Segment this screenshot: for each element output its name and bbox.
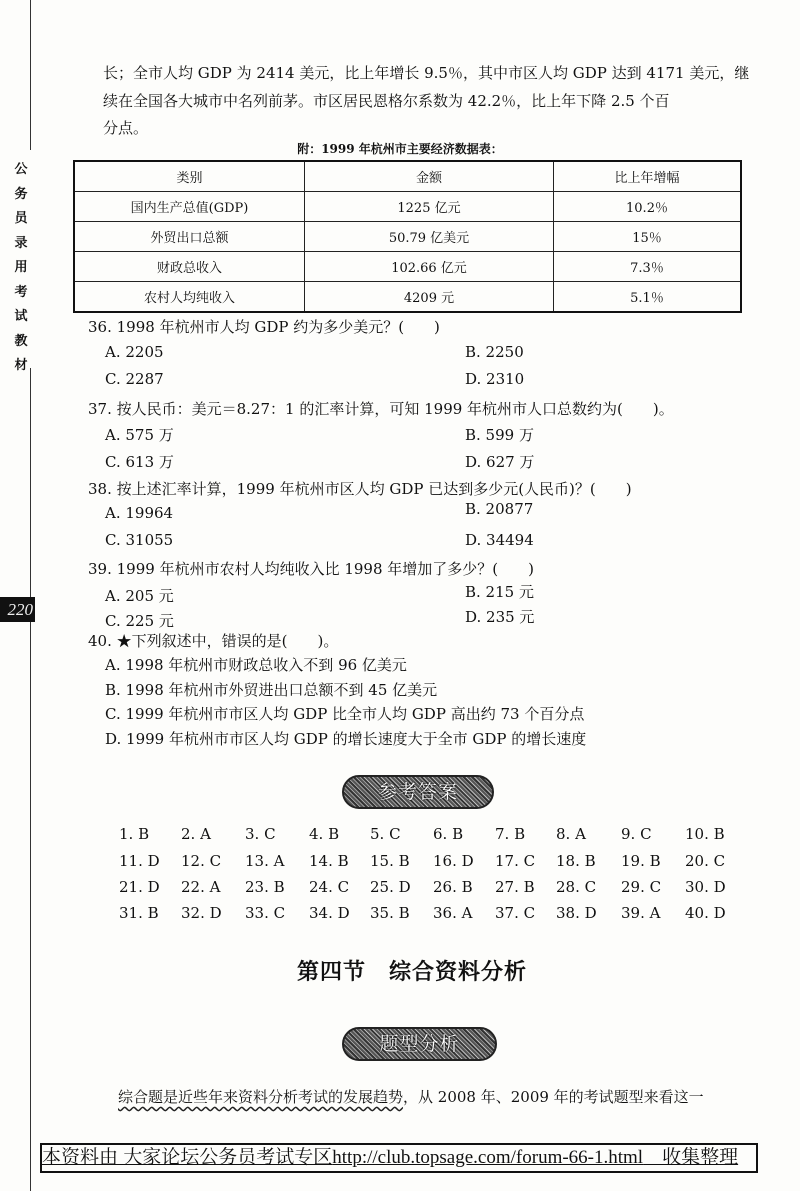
option: B. 599 万 [465, 426, 534, 444]
section-heading: 第四节 综合资料分析 [297, 959, 528, 985]
table-row [74, 252, 741, 282]
option: D. 34494 [465, 531, 534, 549]
table-header-row [74, 161, 741, 192]
answer-item: 18. B [556, 852, 596, 870]
answer-item: 28. C [556, 878, 597, 896]
option: D. 627 万 [465, 453, 535, 471]
answer-item: 39. A [621, 904, 661, 922]
table-row [74, 222, 741, 252]
answer-item: 21. D [119, 878, 160, 896]
cell: 102.66 亿元 [305, 252, 554, 282]
answer-item: 14. B [309, 852, 349, 870]
answer-item: 2. A [181, 825, 211, 843]
answer-item: 40. D [685, 904, 726, 922]
answer-item: 29. C [621, 878, 662, 896]
option: A. 205 元 [105, 587, 174, 605]
question-39: 39. 1999 年杭州市农村人均纯收入比 1998 年增加了多少？( ) [88, 560, 534, 578]
answer-item: 31. B [119, 904, 159, 922]
header-growth: 比上年增幅 [554, 161, 742, 192]
answer-item: 4. B [309, 825, 340, 843]
header-amount: 金额 [305, 161, 554, 192]
answer-item: 1. B [119, 825, 150, 843]
answer-item: 7. B [495, 825, 526, 843]
answer-item: 13. A [245, 852, 285, 870]
answer-item: 36. A [433, 904, 473, 922]
table-row [74, 192, 741, 222]
analysis-badge: 题型分析 [342, 1027, 497, 1061]
source-banner [40, 1143, 758, 1173]
answer-item: 27. B [495, 878, 535, 896]
paragraph-text: ，从 2008 年、2009 年的考试题型来看这一 [403, 1088, 704, 1106]
question-37: 37. 按人民币：美元＝8.27：1 的汇率计算，可知 1999 年杭州市人口总数约为( )。 [88, 400, 674, 418]
banner-suffix: 收集整理 [643, 1147, 739, 1168]
answer-item: 33. C [245, 904, 286, 922]
answer-item: 34. D [309, 904, 350, 922]
option: C. 31055 [105, 531, 174, 549]
answer-item: 5. C [370, 825, 401, 843]
answer-item: 9. C [621, 825, 652, 843]
option: A. 575 万 [105, 426, 174, 444]
cell: 农村人均纯收入 [74, 282, 305, 313]
margin-rule-bottom [30, 368, 31, 1191]
table-row [74, 282, 741, 313]
cell: 1225 亿元 [305, 192, 554, 222]
question-38: 38. 按上述汇率计算，1999 年杭州市区人均 GDP 已达到多少元(人民币)？( ) [88, 480, 632, 498]
option: C. 225 元 [105, 612, 174, 630]
answer-item: 37. C [495, 904, 536, 922]
answer-item: 23. B [245, 878, 285, 896]
answer-item: 17. C [495, 852, 536, 870]
intro-line-1: 长；全市人均 GDP 为 2414 美元，比上年增长 9.5％，其中市区人均 GDP 达到 4171 美元，继 [103, 64, 750, 82]
header-category: 类别 [74, 161, 305, 192]
answer-item: 22. A [181, 878, 221, 896]
cell: 50.79 亿美元 [305, 222, 554, 252]
option: B. 215 元 [465, 583, 534, 601]
option: B. 20877 [465, 500, 534, 518]
option: A. 2205 [105, 343, 164, 361]
cell: 15％ [554, 222, 742, 252]
intro-line-2: 续在全国各大城市中名列前茅。市区居民恩格尔系数为 42.2％，比上年下降 2.5 个百 [103, 92, 670, 110]
cell: 外贸出口总额 [74, 222, 305, 252]
option: B. 2250 [465, 343, 524, 361]
cell: 国内生产总值(GDP) [74, 192, 305, 222]
cell: 5.1％ [554, 282, 742, 313]
cell: 财政总收入 [74, 252, 305, 282]
answer-item: 20. C [685, 852, 726, 870]
answers-badge: 参考答案 [342, 775, 494, 809]
answer-item: 16. D [433, 852, 474, 870]
side-book-title: 公务员录用考试教材 [14, 162, 28, 373]
page-number-tab: 220 [0, 597, 35, 622]
cell: 7.3％ [554, 252, 742, 282]
banner-prefix: 本资料由 大家论坛公务员考试专区 [42, 1147, 333, 1168]
answer-item: 35. B [370, 904, 410, 922]
option: C. 613 万 [105, 453, 174, 471]
emphasized-text: 综合题是近些年来资料分析考试的发展趋势 [118, 1088, 404, 1106]
option: A. 1998 年杭州市财政总收入不到 96 亿美元 [105, 656, 407, 674]
analysis-paragraph [118, 1086, 704, 1107]
option: D. 1999 年杭州市市区人均 GDP 的增长速度大于全市 GDP 的增长速度 [105, 730, 587, 748]
intro-line-3: 分点。 [103, 119, 149, 137]
cell: 4209 元 [305, 282, 554, 313]
question-36: 36. 1998 年杭州市人均 GDP 约为多少美元？( ) [88, 318, 440, 336]
question-40: 40. ★下列叙述中，错误的是( )。 [88, 632, 339, 650]
answer-item: 38. D [556, 904, 597, 922]
answer-item: 30. D [685, 878, 726, 896]
answer-item: 6. B [433, 825, 464, 843]
answer-item: 25. D [370, 878, 411, 896]
banner-url-link[interactable]: http://club.topsage.com/forum-66-1.html [332, 1147, 644, 1168]
option: C. 2287 [105, 370, 164, 388]
answer-item: 26. B [433, 878, 473, 896]
option: A. 19964 [105, 504, 174, 522]
economic-data-table [73, 160, 742, 313]
option: D. 235 元 [465, 608, 535, 626]
answer-item: 15. B [370, 852, 410, 870]
answer-item: 32. D [181, 904, 222, 922]
answer-item: 12. C [181, 852, 222, 870]
answer-item: 19. B [621, 852, 661, 870]
cell: 10.2％ [554, 192, 742, 222]
option: B. 1998 年杭州市外贸进出口总额不到 45 亿美元 [105, 681, 438, 699]
answer-item: 8. A [556, 825, 586, 843]
option: D. 2310 [465, 370, 525, 388]
answer-item: 10. B [685, 825, 725, 843]
table-caption: 附：1999 年杭州市主要经济数据表： [297, 142, 503, 156]
answer-item: 3. C [245, 825, 276, 843]
margin-rule-top [30, 0, 31, 150]
option: C. 1999 年杭州市市区人均 GDP 比全市人均 GDP 高出约 73 个百分点 [105, 705, 585, 723]
answer-item: 11. D [119, 852, 160, 870]
answer-item: 24. C [309, 878, 350, 896]
